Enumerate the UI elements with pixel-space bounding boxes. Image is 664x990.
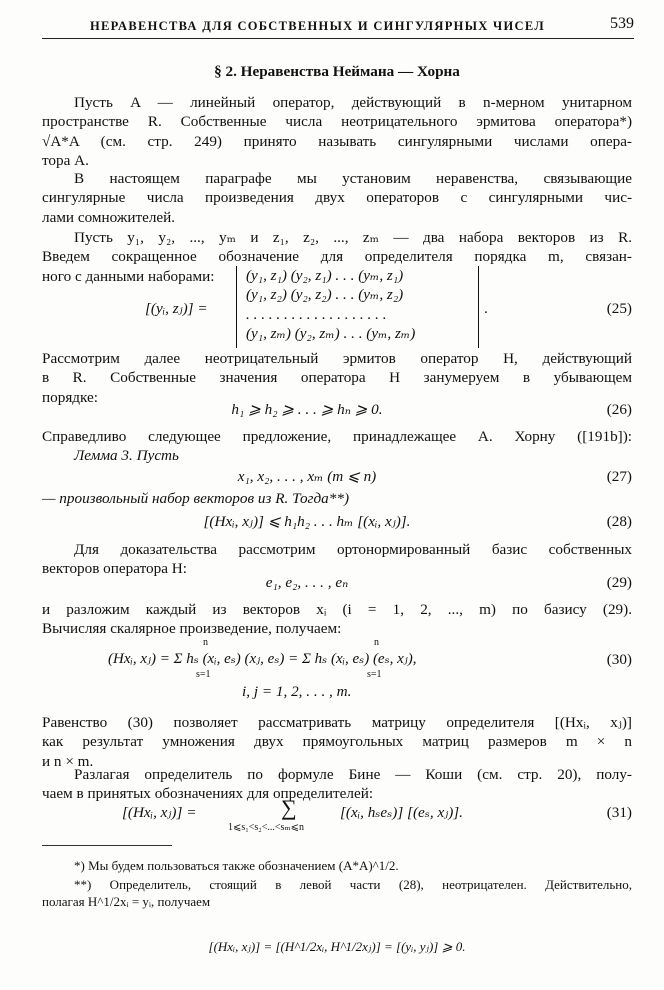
text-line: ного с данными наборами: <box>42 267 215 285</box>
eq26-number: (26) <box>606 401 632 418</box>
text-line: Пусть y₁, y₂, ..., yₘ и z₁, z₂, ..., zₘ — два набора векторов из R. <box>74 229 632 246</box>
footnote-rule <box>42 845 172 846</box>
footnote-1: *) Мы будем пользоваться также обозначением (A*A)^1/2. <box>74 858 399 873</box>
paragraph-8 <box>42 600 632 639</box>
text-line: Вычисляя скалярное произведение, получаем: <box>42 620 342 638</box>
eq30-body: (Hxᵢ, xⱼ) = Σ hₛ (xᵢ, eₛ) (xⱼ, eₛ) = Σ hₛ (xᵢ, eₛ) (eₛ, xⱼ), <box>108 651 417 667</box>
running-header <box>42 14 634 39</box>
eq31-lhs: [(Hxᵢ, xⱼ)] = <box>122 804 197 821</box>
text-line: √A*A (см. стр. 249) принято называть сингулярными числами опера- <box>42 132 632 150</box>
eq26-body: h₁ ⩾ h₂ ⩾ . . . ⩾ hₙ ⩾ 0. <box>231 401 383 418</box>
sum-lower-1: s=1 <box>196 669 211 680</box>
sum-upper-2: n <box>374 637 379 648</box>
paragraph-5 <box>42 427 632 446</box>
header-title: НЕРАВЕНСТВА ДЛЯ СОБСТВЕННЫХ И СИНГУЛЯРНЫХ ЧИСЕЛ <box>90 19 545 33</box>
section-title: § 2. Неравенства Неймана — Хорна <box>214 63 460 80</box>
text-line: пространстве R. Собственные числа неотрицательного эрмитова оператора*) <box>42 113 632 131</box>
text-line: и n × m. <box>42 752 94 770</box>
determinant-right-bar <box>478 266 479 348</box>
footnote-equation: [(Hxᵢ, xⱼ)] = [(H^1/2xᵢ, H^1/2xⱼ)] = [(yᵢ, yⱼ)] ⩾ 0. <box>208 939 466 954</box>
matrix-row: (y₁, z₂) (y₂, z₂) . . . (yₘ, z₂) <box>246 286 404 304</box>
eq25-lhs: [(yᵢ, zⱼ)] = <box>145 300 208 317</box>
eq29-body: e₁, e₂, . . . , eₙ <box>265 574 349 591</box>
text-line: Для доказательства рассмотрим ортонормированный базис собственных <box>74 541 632 558</box>
eq27-body: x₁, x₂, . . . , xₘ (m ⩽ n) <box>237 468 377 485</box>
eq30-line2: i, j = 1, 2, . . . , m. <box>242 683 352 700</box>
text-line: Равенство (30) позволяет рассматривать матрицу определителя [(Hxᵢ, xⱼ)] <box>42 714 632 731</box>
text-line: В настоящем параграфе мы установим неравенства, связывающие <box>74 170 632 187</box>
sum-upper-1: n <box>203 637 208 648</box>
eq30-number: (30) <box>606 651 632 668</box>
eq31-sum-lower: 1⩽s₁<s₂<...<sₘ⩽n <box>228 822 304 833</box>
eq31-number: (31) <box>606 804 632 821</box>
text-line: Справедливо следующее предложение, принадлежащее А. Хорну ([191b]): <box>42 428 632 445</box>
text-line: и разложим каждый из векторов xᵢ (i = 1, 2, ..., m) по базису (29). <box>42 601 632 618</box>
footnote-2 <box>42 876 632 910</box>
text-line: векторов оператора H: <box>42 560 187 578</box>
lemma-heading <box>74 446 632 465</box>
lemma-text: Лемма 3. Пусть <box>74 447 179 464</box>
text-line: сингулярные числа произведения двух операторов с сингулярными чис- <box>42 189 632 207</box>
page-number: 539 <box>610 15 634 32</box>
eq25-tail: . <box>484 300 488 317</box>
eq31-rhs: [(xᵢ, hₛeₛ)] [(eₛ, xⱼ)]. <box>340 804 463 821</box>
text-line: Пусть A — линейный оператор, действующий в n-мерном унитарном <box>74 94 632 111</box>
sum-lower-2: s=1 <box>367 669 382 680</box>
paragraph-9 <box>42 713 632 771</box>
text-line: как результат умножения двух прямоугольных матриц размеров m × n <box>42 733 632 751</box>
text-line: лами сомножителей. <box>42 208 176 226</box>
text-line: полагая H^1/2xᵢ = yᵢ, получаем <box>42 894 211 909</box>
paragraph-1 <box>42 93 632 171</box>
text-line: Разлагая определитель по формуле Бине — Коши (см. стр. 20), полу- <box>74 766 632 783</box>
paragraph-2 <box>42 169 632 227</box>
text-line: в R. Собственные значения оператора H занумеруем в убывающем <box>42 369 632 387</box>
eq28-body: [(Hxᵢ, xⱼ)] ⩽ h₁h₂ . . . hₘ [(xᵢ, xⱼ)]. <box>203 513 411 530</box>
determinant-matrix <box>246 266 415 344</box>
paragraph-4 <box>42 349 632 407</box>
text-line: порядке: <box>42 388 98 406</box>
text-line: **) Определитель, стоящий в левой части (28), неотрицателен. Действительно, <box>74 877 632 892</box>
eq29-number: (29) <box>606 574 632 591</box>
sum-sign: ∑ <box>281 795 297 820</box>
eq28-number: (28) <box>606 513 632 530</box>
eq25-number: (25) <box>606 300 632 317</box>
text-line: чаем в принятых обозначениях для определителей: <box>42 785 374 803</box>
paragraph-6: — произвольный набор векторов из R. Тогда**) <box>42 490 350 507</box>
matrix-row: . . . . . . . . . . . . . . . . . . . <box>246 305 387 323</box>
eq27-number: (27) <box>606 468 632 485</box>
text-line: Рассмотрим далее неотрицательный эрмитов оператор H, действующий <box>42 350 632 367</box>
matrix-row: (y₁, z₁) (y₂, z₁) . . . (yₘ, z₁) <box>246 267 404 284</box>
matrix-row: (y₁, zₘ) (y₂, zₘ) . . . (yₘ, zₘ) <box>246 325 416 343</box>
text-line: тора A. <box>42 152 89 170</box>
determinant-left-bar <box>236 266 237 348</box>
text-line: Введем сокращенное обозначение для определителя порядка m, связан- <box>42 248 632 266</box>
paragraph-10 <box>42 765 632 804</box>
